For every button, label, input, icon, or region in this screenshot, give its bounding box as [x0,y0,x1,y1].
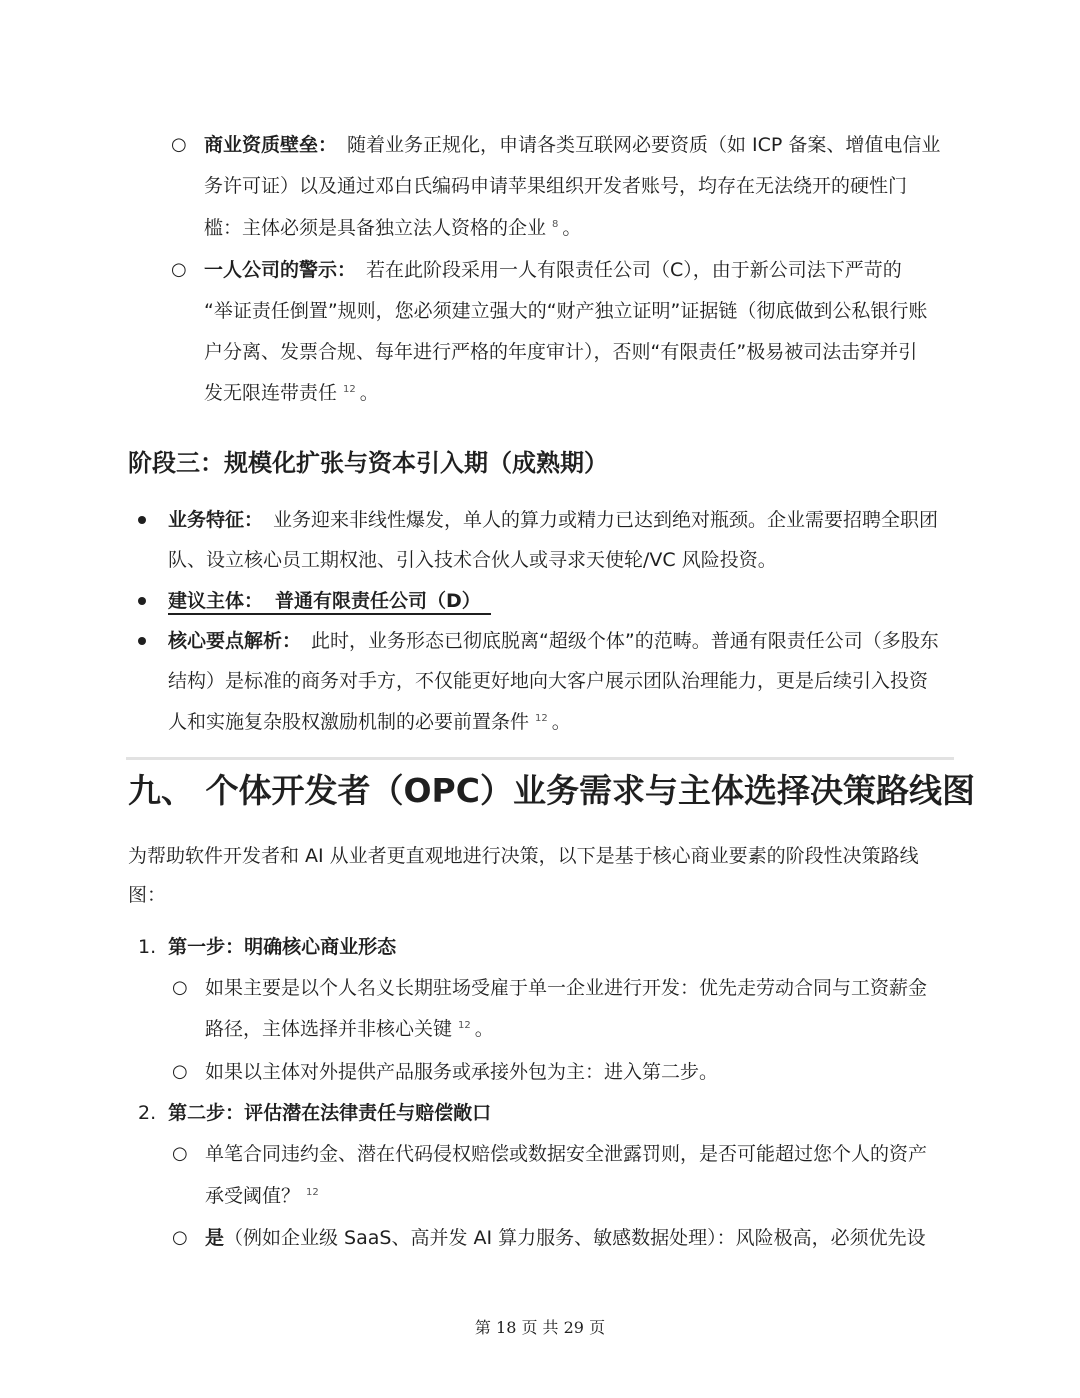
hollow-bullet-icon: ○ [171,259,187,280]
footnote-ref[interactable]: 12 [458,1019,471,1031]
paragraph-line: 图： [128,884,167,906]
footnote-ref[interactable]: 8 [552,218,559,230]
hollow-bullet-icon: ○ [171,134,187,155]
hollow-bullet-icon: ○ [172,1143,188,1164]
bullet-icon [138,516,146,524]
text-line: 人和实施复杂股权激励机制的必要前置条件 $^{12}$ 。 [168,711,571,733]
item-label: 商业资质壁垒： [204,134,338,156]
section-heading: 阶段三：规模化扩张与资本引入期（成熟期） [128,449,608,477]
text-line: “举证责任倒置”规则，您必须建立强大的“财产独立证明”证据链（彻底做到公私银行账 [204,300,928,322]
text-line: 槛：主体必须是具备独立法人资格的企业 $^8$ 。 [204,217,582,239]
hollow-bullet-icon: ○ [172,1227,188,1248]
step-heading: 1. 第一步：明确核心商业形态 [138,936,397,958]
footnote-ref[interactable]: 12 [535,712,548,724]
step-heading: 2. 第二步：评估潜在法律责任与赔偿敞口 [138,1102,492,1124]
footnote-ref[interactable]: 12 [306,1186,319,1198]
list-item: 业务特征： 业务迎来非线性爆发，单人的算力或精力已达到绝对瓶颈。企业需要招聘全职团 [168,509,939,531]
list-item: 一人公司的警示： 若在此阶段采用一人有限责任公司（C），由于新公司法下严苛的 [204,259,902,281]
list-item: 如果主要是以个人名义长期驻场受雇于单一企业进行开发：优先走劳动合同与工资薪金 [205,977,928,999]
bullet-icon [138,637,146,645]
bullet-icon [138,597,146,605]
text-line: 户分离、发票合规、每年进行严格的年度审计），否则“有限责任”极易被司法击穿并引 [204,341,918,363]
footnote-ref[interactable]: 12 [343,383,356,395]
text-line: 发无限连带责任 $^{12}$ 。 [204,382,379,404]
chapter-heading: 九、 个体开发者（OPC）业务需求与主体选择决策路线图 [128,771,975,810]
list-item: 核心要点解析： 此时，业务形态已彻底脱离“超级个体”的范畴。普通有限责任公司（多股东 [168,630,939,652]
paragraph-line: 为帮助软件开发者和 AI 从业者更直观地进行决策，以下是基于核心商业要素的阶段性决策路线 [128,845,919,867]
list-item: 如果以主体对外提供产品服务或承接外包为主：进入第二步。 [205,1061,719,1083]
item-label: 一人公司的警示： [204,259,357,281]
text-line: 队、设立核心员工期权池、引入技术合伙人或寻求天使轮/VC 风险投资。 [168,549,777,571]
hollow-bullet-icon: ○ [172,1061,188,1082]
list-item: 是（例如企业级 SaaS、高并发 AI 算力服务、敏感数据处理）：风险极高，必须优先设 [205,1227,926,1249]
text-line: 结构）是标准的商务对手方，不仅能更好地向大客户展示团队治理能力，更是后续引入投资 [168,670,929,692]
recommended-entity: 建议主体： 普通有限责任公司（D） [168,590,491,615]
hollow-bullet-icon: ○ [172,977,188,998]
list-item [168,588,491,614]
text-line: 务许可证）以及通过邓白氏编码申请苹果组织开发者账号，均存在无法绕开的硬性门 [204,175,908,197]
text-line: 路径，主体选择并非核心关键 $^{12}$ 。 [205,1018,494,1040]
text-line: 承受阈值？ $^{12}$ [205,1185,319,1207]
page-footer: 第 18 页 共 29 页 [474,1318,606,1337]
list-item: 单笔合同违约金、潜在代码侵权赔偿或数据安全泄露罚则，是否可能超过您个人的资产 [205,1143,928,1165]
divider [126,757,954,760]
list-item: 商业资质壁垒： 随着业务正规化，申请各类互联网必要资质（如 ICP 备案、增值电信业 [204,134,941,156]
